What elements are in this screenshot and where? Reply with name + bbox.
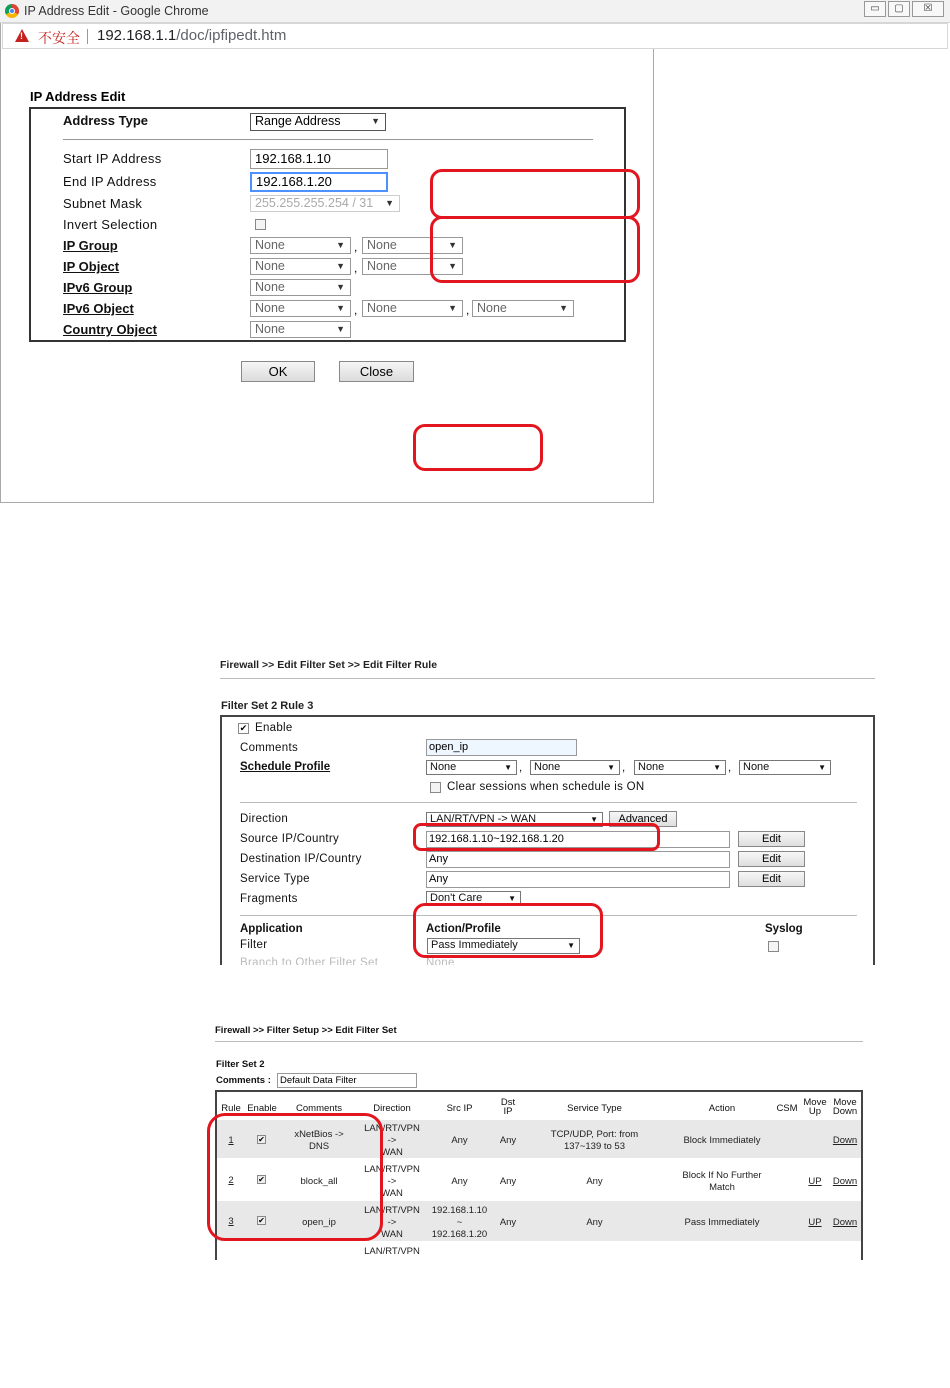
header-src-ip: Src IP [446, 1103, 473, 1114]
dropdown-arrow-icon: ▼ [336, 282, 345, 292]
subnet-mask-value: 255.255.255.254 / 31 [255, 196, 374, 210]
select-value: None [477, 301, 507, 315]
dropdown-arrow-icon: ▼ [448, 261, 457, 271]
dropdown-arrow-icon: ▼ [336, 240, 345, 250]
direction-select[interactable] [426, 812, 603, 827]
rule-service: TCP/UDP, Port: from [550, 1129, 639, 1140]
select-value: None [255, 280, 285, 294]
invert-selection-label: Invert Selection [63, 217, 158, 232]
section-title: Filter Set 2 [216, 1059, 265, 1070]
comments-input[interactable]: open_ip [426, 739, 577, 756]
maximize-button[interactable]: ▢ [888, 1, 910, 17]
ipv6-object-select-3[interactable] [472, 300, 574, 317]
select-value: None [255, 259, 285, 273]
rule-comments: block_all [300, 1176, 338, 1187]
address-bar[interactable] [2, 23, 948, 49]
header-direction: Direction [373, 1103, 411, 1114]
dropdown-arrow-icon: ▼ [713, 763, 721, 772]
country-object-link[interactable]: Country Object [63, 322, 157, 337]
rule-src-ip: 192.168.1.20 [431, 1229, 488, 1240]
header-action: Action [708, 1103, 736, 1114]
ip-group-select-1[interactable] [250, 237, 351, 254]
dropdown-arrow-icon: ▼ [385, 198, 394, 208]
rule-direction: LAN/RT/VPN [364, 1164, 420, 1175]
select-value: None [638, 761, 665, 773]
select-value: LAN/RT/VPN -> WAN [430, 813, 537, 825]
comments-label: Comments [240, 742, 298, 754]
clear-sessions-label: Clear sessions when schedule is ON [447, 781, 645, 793]
header-enable: Enable [247, 1103, 277, 1114]
rule-direction: -> [387, 1176, 397, 1187]
direction-label: Direction [240, 813, 289, 825]
rule-enable-checkbox[interactable]: ✔ [258, 1175, 265, 1184]
breadcrumb: Firewall >> Edit Filter Set >> Edit Filter Rule [220, 659, 438, 671]
close-button[interactable]: Close [339, 361, 414, 382]
ip-edit-form [29, 107, 626, 342]
address-type-label: Address Type [63, 113, 149, 128]
dropdown-arrow-icon: ▼ [567, 941, 575, 950]
branch-value: None [426, 957, 455, 965]
ip-group-select-2[interactable] [362, 237, 463, 254]
dropdown-arrow-icon: ▼ [448, 303, 457, 313]
ip-address-edit-window [0, 0, 933, 503]
rule-direction: WAN [381, 1147, 403, 1158]
select-value: None [255, 322, 285, 336]
fragments-label: Fragments [240, 893, 298, 905]
rule-direction: LAN/RT/VPN [364, 1246, 420, 1257]
dropdown-arrow-icon: ▼ [607, 763, 615, 772]
rule-dst-ip: Any [499, 1135, 517, 1146]
schedule-select-4[interactable] [739, 760, 831, 775]
select-value: None [255, 238, 285, 252]
advanced-button[interactable]: Advanced [609, 811, 677, 827]
dropdown-arrow-icon: ▼ [336, 324, 345, 334]
header-rule: Rule [221, 1103, 241, 1114]
dropdown-arrow-icon: ▼ [336, 303, 345, 313]
source-label: Source IP/Country [240, 833, 340, 845]
service-edit-button[interactable]: Edit [738, 871, 805, 887]
rule-direction: LAN/RT/VPN [364, 1123, 420, 1134]
schedule-profile-link[interactable]: Schedule Profile [240, 761, 331, 773]
rule-enable-checkbox[interactable]: ✔ [258, 1216, 265, 1225]
header-csm: CSM [776, 1103, 798, 1114]
schedule-select-2[interactable] [530, 760, 620, 775]
application-header: Application [240, 923, 303, 935]
breadcrumb-divider [220, 678, 875, 679]
enable-label: Enable [255, 722, 293, 734]
filter-action-select[interactable] [427, 938, 580, 954]
filter-rule-form [220, 715, 875, 965]
select-value: None [430, 761, 457, 773]
ip-object-select-2[interactable] [362, 258, 463, 275]
insecure-label[interactable]: 不安全 [38, 30, 80, 46]
move-down-link[interactable]: Down [832, 1217, 858, 1228]
rule-link[interactable]: 2 [228, 1175, 234, 1186]
header-comments: Comments [296, 1103, 342, 1114]
rule-src-ip: ~ [456, 1217, 463, 1228]
url-host: 192.168.1.1 [97, 27, 177, 44]
rule-service: 137~139 to 53 [563, 1141, 626, 1152]
rule-comments: xNetBios -> [294, 1129, 344, 1140]
rule-direction: -> [387, 1217, 397, 1228]
divider [63, 139, 593, 140]
filter-label: Filter [240, 939, 268, 951]
minimize-button[interactable]: ▭ [864, 1, 886, 17]
move-up-link[interactable]: UP [808, 1217, 822, 1228]
schedule-select-1[interactable] [426, 760, 517, 775]
schedule-select-3[interactable] [634, 760, 726, 775]
rule-service: Any [586, 1176, 603, 1187]
dropdown-arrow-icon: ▼ [818, 763, 826, 772]
filter-rules-table [215, 1090, 863, 1260]
section-title: Filter Set 2 Rule 3 [221, 700, 314, 712]
select-value: None [367, 259, 397, 273]
country-object-select[interactable] [250, 321, 351, 338]
dropdown-arrow-icon: ▼ [371, 116, 380, 126]
destination-edit-button[interactable]: Edit [738, 851, 805, 867]
dropdown-arrow-icon: ▼ [448, 240, 457, 250]
service-type-label: Service Type [240, 873, 310, 885]
dropdown-arrow-icon: ▼ [504, 763, 512, 772]
header-service-type: Service Type [567, 1103, 622, 1114]
select-value: None [367, 238, 397, 252]
select-value: Don't Care [430, 892, 483, 904]
rule-link[interactable]: 3 [228, 1216, 234, 1227]
header-dst-ip-2: IP [503, 1106, 513, 1117]
rule-service: Any [586, 1217, 603, 1228]
ipv6-object-select-2[interactable] [362, 300, 463, 317]
invert-selection-checkbox[interactable] [255, 219, 266, 230]
comma: , [622, 762, 626, 774]
comma: , [466, 303, 470, 317]
comma: , [728, 762, 732, 774]
ipv6-group-link[interactable]: IPv6 Group [63, 280, 133, 295]
comma: , [354, 303, 358, 317]
clear-sessions-checkbox[interactable] [430, 782, 441, 793]
enable-checkbox[interactable]: ✔ [239, 723, 248, 733]
rule-action: Block Immediately [683, 1135, 761, 1146]
ipv6-object-select-1[interactable] [250, 300, 351, 317]
header-move-up-2: Up [808, 1106, 822, 1117]
rule-comments: DNS [308, 1141, 330, 1152]
url-path: /doc/ipfipedt.htm [176, 27, 287, 44]
comma: , [519, 762, 523, 774]
end-ip-label: End IP Address [63, 174, 157, 189]
rule-direction: WAN [381, 1229, 403, 1240]
url-text[interactable] [97, 27, 286, 44]
ip-object-select-1[interactable] [250, 258, 351, 275]
source-input[interactable]: 192.168.1.10~192.168.1.20 [426, 831, 730, 848]
section-title: IP Address Edit [30, 89, 126, 104]
subnet-mask-select[interactable] [250, 195, 400, 212]
fragments-select[interactable] [426, 891, 521, 906]
move-down-link[interactable]: Down [832, 1135, 858, 1146]
dropdown-arrow-icon: ▼ [590, 815, 598, 824]
warning-icon [15, 29, 29, 42]
dropdown-arrow-icon: ▼ [559, 303, 568, 313]
comma: , [354, 240, 358, 254]
rule-action: Match [709, 1182, 735, 1193]
rule-src-ip: Any [451, 1135, 468, 1146]
header-move-down-1: Move [833, 1097, 857, 1108]
close-window-button[interactable]: ☒ [912, 1, 944, 17]
rule-direction: WAN [381, 1188, 403, 1199]
comma: , [354, 261, 358, 275]
rule-action: Pass Immediately [684, 1217, 760, 1228]
rule-direction: LAN/RT/VPN [364, 1205, 420, 1216]
ok-button[interactable]: OK [241, 361, 315, 382]
window-titlebar [0, 0, 950, 23]
rule-action: Block If No Further [682, 1170, 762, 1181]
address-type-value: Range Address [255, 114, 341, 128]
start-ip-input[interactable]: 192.168.1.10 [250, 149, 388, 169]
action-profile-header: Action/Profile [426, 923, 501, 935]
rule-src-ip: Any [451, 1176, 468, 1187]
rule-dst-ip: Any [499, 1176, 517, 1187]
header-move-down-2: Down [832, 1106, 858, 1117]
set-comments-input[interactable]: Default Data Filter [277, 1073, 417, 1088]
ip-group-link[interactable]: IP Group [63, 238, 118, 253]
divider [240, 802, 857, 803]
breadcrumb-divider [215, 1041, 863, 1042]
dropdown-arrow-icon: ▼ [508, 894, 516, 903]
select-value: None [255, 301, 285, 315]
destination-input[interactable]: Any [426, 851, 730, 868]
rule-enable-checkbox[interactable]: ✔ [258, 1135, 265, 1144]
branch-label: Branch to Other Filter Set [240, 957, 379, 965]
source-edit-button[interactable]: Edit [738, 831, 805, 847]
address-type-select[interactable] [250, 113, 386, 131]
start-ip-label: Start IP Address [63, 151, 162, 166]
dropdown-arrow-icon: ▼ [336, 261, 345, 271]
syslog-header: Syslog [765, 923, 803, 935]
subnet-mask-label: Subnet Mask [63, 196, 143, 211]
rule-src-ip: 192.168.1.10 [431, 1205, 488, 1216]
rule-link[interactable]: 1 [228, 1135, 234, 1146]
destination-label: Destination IP/Country [240, 853, 362, 865]
url-separator [87, 29, 88, 44]
window-title: IP Address Edit - Google Chrome [24, 4, 209, 18]
ip-object-link[interactable]: IP Object [63, 259, 120, 274]
move-down-link[interactable]: Down [832, 1176, 858, 1187]
header-dst-ip-1: Dst [500, 1097, 516, 1108]
service-type-input[interactable]: Any [426, 871, 730, 888]
rule-direction: -> [387, 1135, 397, 1146]
select-value: Pass Immediately [431, 939, 518, 951]
divider [240, 915, 857, 916]
rule-comments: open_ip [302, 1217, 336, 1228]
chrome-logo-icon [5, 4, 19, 18]
window-controls [862, 1, 944, 17]
move-up-link[interactable]: UP [808, 1176, 822, 1187]
select-value: None [367, 301, 397, 315]
end-ip-input[interactable]: 192.168.1.20 [250, 172, 388, 192]
comments-label: Comments : [216, 1075, 271, 1086]
breadcrumb: Firewall >> Filter Setup >> Edit Filter Set [215, 1025, 397, 1036]
syslog-checkbox[interactable] [768, 941, 779, 952]
select-value: None [743, 761, 770, 773]
header-move-up-1: Move [803, 1097, 827, 1108]
ipv6-object-link[interactable]: IPv6 Object [63, 301, 134, 316]
ipv6-group-select[interactable] [250, 279, 351, 296]
rule-dst-ip: Any [499, 1217, 517, 1228]
select-value: None [534, 761, 561, 773]
